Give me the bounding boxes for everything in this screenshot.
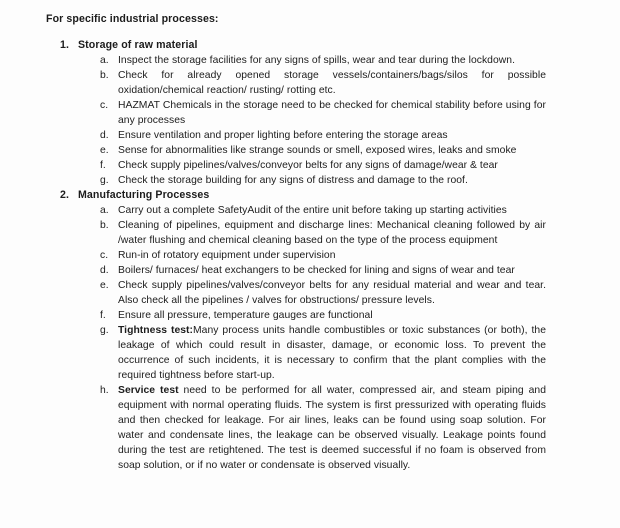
list-item-body: Check supply pipelines/valves/conveyor belts for any signs of damage/wear & tear — [118, 160, 498, 171]
list-item — [0, 173, 620, 188]
list-item-text — [118, 263, 546, 278]
section-heading — [0, 38, 620, 53]
section-title: Storage of raw material — [78, 39, 198, 51]
list-item-body: Check the storage building for any signs of distress and damage to the roof. — [118, 175, 468, 186]
list-item-text — [118, 158, 546, 173]
list-item-body: HAZMAT Chemicals in the storage need to be checked for chemical stability before using for any processes — [118, 100, 546, 126]
list-item — [0, 143, 620, 158]
list-item — [0, 203, 620, 218]
list-item-marker: a. — [100, 55, 109, 66]
list-item-body: Ensure all pressure, temperature gauges are functional — [118, 310, 373, 321]
section-number: 1. — [60, 39, 70, 51]
list-item — [0, 53, 620, 68]
list-item-text — [118, 173, 546, 188]
list-item — [0, 383, 620, 473]
list-item-marker: e. — [100, 145, 109, 156]
list-item-marker: a. — [100, 205, 109, 216]
list-item-marker: d. — [100, 265, 109, 276]
list-item-body: Check for already opened storage vessels/containers/bags/silos for possible oxidation/chemical reaction/ rusting/ rotting etc. — [118, 70, 546, 96]
list-item-marker: g. — [100, 325, 109, 336]
list-item-lead: Service test — [118, 385, 179, 396]
list-item-text — [118, 248, 546, 263]
list-item-text — [118, 128, 546, 143]
list-item-marker: h. — [100, 385, 109, 396]
list-item-text — [118, 278, 546, 308]
list-item-text — [118, 323, 546, 383]
list-item-marker: b. — [100, 70, 109, 81]
lettered-item-list — [0, 203, 620, 473]
list-item-body: Cleaning of pipelines, equipment and discharge lines: Mechanical cleaning followed by air /water flushing and chemical cleaning based on the type of the process equipment — [118, 220, 546, 246]
list-item-marker: f. — [100, 160, 106, 171]
lettered-item-list — [0, 53, 620, 188]
list-item-body: Check supply pipelines/valves/conveyor belts for any residual material and wear and tear. Also check all the pipelines / valves for obstructions/ pressure levels. — [118, 280, 546, 306]
list-item — [0, 68, 620, 98]
numbered-section-list — [0, 38, 620, 473]
list-item-body: Boilers/ furnaces/ heat exchangers to be checked for lining and signs of wear and tear — [118, 265, 515, 276]
list-item-text — [118, 218, 546, 248]
page-title: For specific industrial processes: — [46, 13, 219, 25]
list-item — [0, 128, 620, 143]
list-item-text — [118, 68, 546, 98]
list-item — [0, 323, 620, 383]
list-item-marker: c. — [100, 100, 109, 111]
numbered-section — [0, 38, 620, 188]
list-item-text — [118, 98, 546, 128]
list-item — [0, 158, 620, 173]
list-item-marker: b. — [100, 220, 109, 231]
list-item-body: Carry out a complete SafetyAudit of the entire unit before taking up starting activities — [118, 205, 507, 216]
list-item-text — [118, 308, 546, 323]
list-item-marker: d. — [100, 130, 109, 141]
list-item-text — [118, 53, 546, 68]
list-item-marker: c. — [100, 250, 109, 261]
list-item — [0, 218, 620, 248]
list-item-text — [118, 143, 546, 158]
list-item-text — [118, 383, 546, 473]
list-item-body: Ensure ventilation and proper lighting before entering the storage areas — [118, 130, 448, 141]
list-item — [0, 308, 620, 323]
list-item-lead: Tightness test: — [118, 325, 194, 336]
list-item-body: Sense for abnormalities like strange sounds or smell, exposed wires, leaks and smoke — [118, 145, 517, 156]
list-item — [0, 278, 620, 308]
list-item — [0, 263, 620, 278]
list-item-body: Run-in of rotatory equipment under supervision — [118, 250, 336, 261]
section-heading — [0, 188, 620, 203]
list-item-text — [118, 203, 546, 218]
list-item-body: need to be performed for all water, compressed air, and steam piping and equipment with normal operating fluids. The system is first pressurized with operating fluids and then checked for leakage. For air lines, leaks can be found using soap solution. For water and condensate lines, the leakage can be observed visually. Leakage points found during the test are retightened. The test is deemed successful if no foam is observed from soap solution, or if no water or condensate is observed visually. — [118, 385, 546, 471]
list-item-marker: g. — [100, 175, 109, 186]
section-number: 2. — [60, 189, 70, 201]
list-item — [0, 98, 620, 128]
section-title: Manufacturing Processes — [78, 189, 210, 201]
list-item-body: Inspect the storage facilities for any signs of spills, wear and tear during the lockdown. — [118, 55, 515, 66]
numbered-section — [0, 188, 620, 473]
list-item-marker: e. — [100, 280, 109, 291]
list-item-body: Many process units handle combustibles or toxic substances (or both), the leakage of which could result in disaster, damage, or economic loss. To prevent the occurrence of such incidents, it is necessary to confirm that the plant complies with the required tightness before start-up. — [118, 325, 546, 381]
list-item-marker: f. — [100, 310, 106, 321]
clipped-next-line — [100, 524, 546, 528]
list-item — [0, 248, 620, 263]
